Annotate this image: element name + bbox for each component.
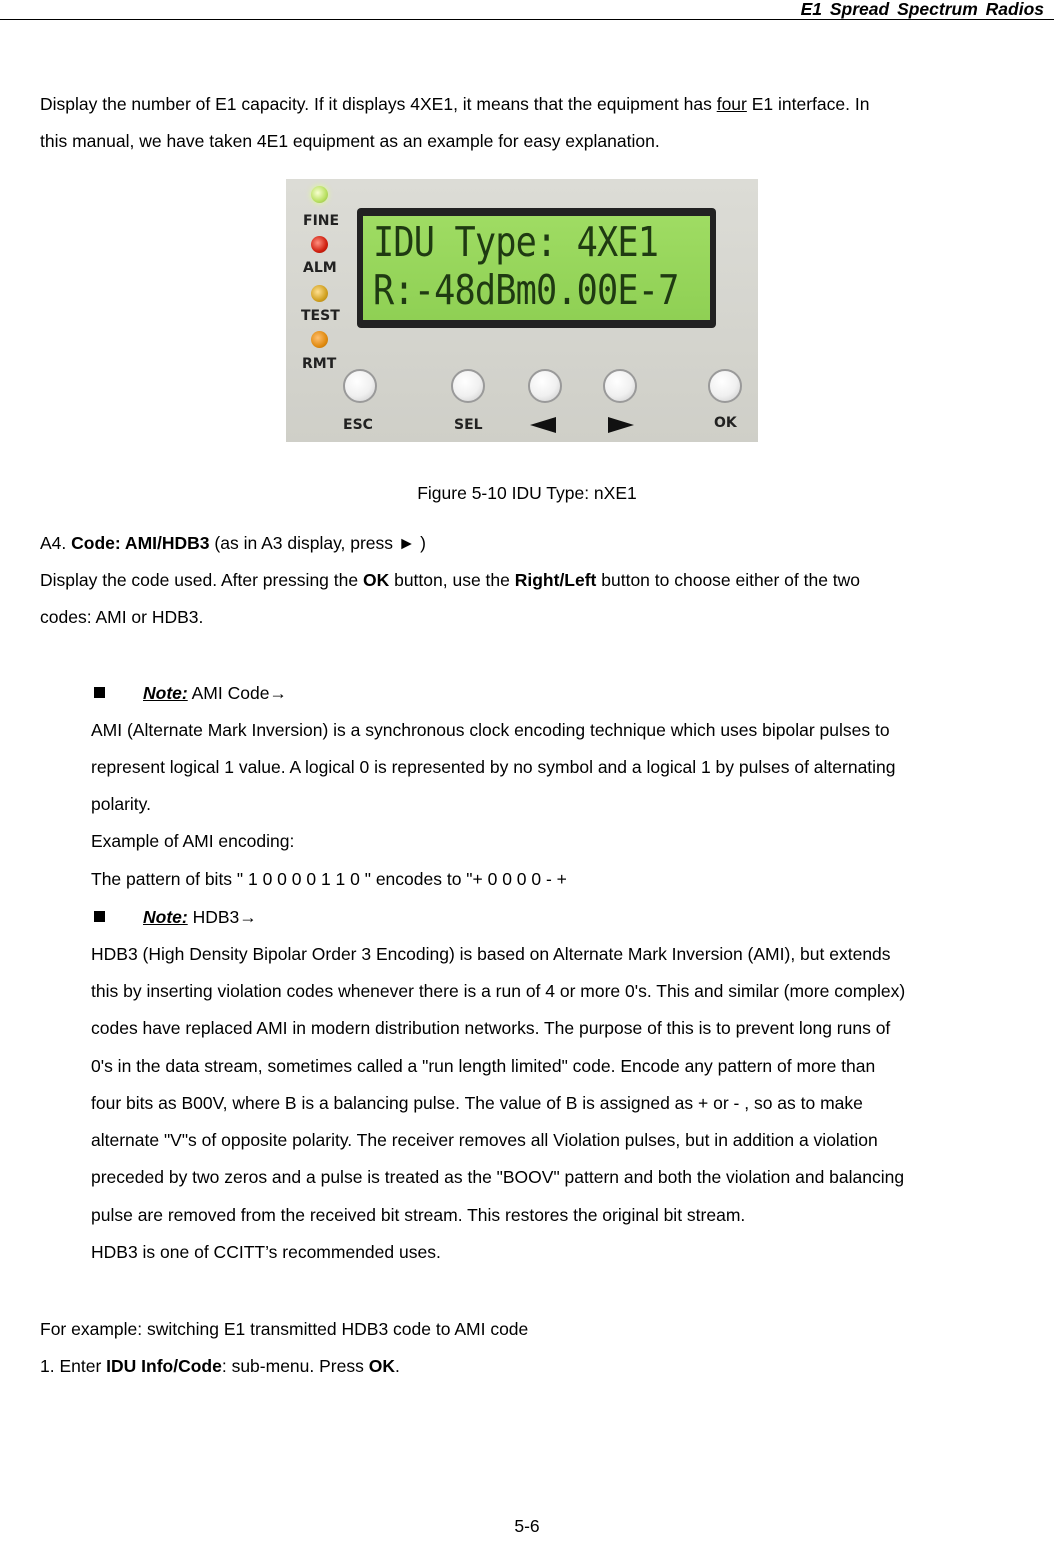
ok-button-icon: [708, 369, 742, 403]
note-hdb3-line: HDB3 is one of CCITT’s recommended uses.: [91, 1242, 441, 1262]
note-hdb3-line: preceded by two zeros and a pulse is treated as the "BOOV" pattern and both the violation and balancing: [91, 1167, 905, 1187]
sel-label: SEL: [454, 417, 483, 433]
intro-line-1: Display the number of E1 capacity. If it displays 4XE1, it means that the equipment has four E1 interface. In: [40, 94, 870, 114]
rmt-led-icon: [311, 331, 328, 348]
test-led-icon: [311, 285, 328, 302]
sel-button-icon: [451, 369, 485, 403]
bullet-square-icon: [94, 687, 105, 698]
note-ami-line: AMI (Alternate Mark Inversion) is a synchronous clock encoding technique which uses bipolar pulses to: [91, 720, 890, 740]
lcd-line-2: R:-48dBm0.00E-7: [373, 266, 679, 314]
figure-caption: Figure 5-10 IDU Type: nXE1: [417, 483, 637, 503]
note-hdb3-line: HDB3 (High Density Bipolar Order 3 Encoding) is based on Alternate Mark Inversion (AMI), but extends: [91, 944, 891, 964]
ok-label: OK: [714, 415, 737, 431]
note-hdb3-line: codes have replaced AMI in modern distribution networks. The purpose of this is to prevent long runs of: [91, 1018, 891, 1038]
header-title: E1 Spread Spectrum Radios: [800, 0, 1044, 19]
page-number: 5-6: [514, 1516, 540, 1536]
left-arrow-icon: [530, 417, 556, 433]
led-label-fine: FINE: [303, 213, 340, 229]
led-label-alm: ALM: [303, 260, 337, 276]
note-hdb3-heading: Note: HDB3→: [143, 907, 257, 927]
a4-line-2: Display the code used. After pressing the OK button, use the Right/Left button to choose either of the two: [40, 570, 861, 590]
example-line-2: 1. Enter IDU Info/Code: sub-menu. Press OK.: [40, 1356, 400, 1376]
lcd-display: [357, 208, 716, 328]
fine-led-icon: [311, 186, 328, 203]
led-label-rmt: RMT: [302, 356, 337, 372]
note-hdb3-line: pulse are removed from the received bit stream. This restores the original bit stream.: [91, 1205, 746, 1225]
note-hdb3-line: four bits as B00V, where B is a balancing pulse. The value of B is assigned as + or - , so as to make: [91, 1093, 863, 1113]
left-button-icon: [528, 369, 562, 403]
note-hdb3-line: 0's in the data stream, sometimes called a "run length limited" code. Encode any pattern of more than: [91, 1056, 876, 1076]
a4-line-3: codes: AMI or HDB3.: [40, 607, 204, 627]
alm-led-icon: [311, 236, 328, 253]
note-ami-line: polarity.: [91, 794, 151, 814]
intro-line-2: this manual, we have taken 4E1 equipment as an example for easy explanation.: [40, 131, 660, 151]
example-line-1: For example: switching E1 transmitted HDB3 code to AMI code: [40, 1319, 529, 1339]
note-ami-heading: Note: AMI Code→: [143, 683, 287, 703]
note-hdb3-line: this by inserting violation codes whenever there is a run of 4 or more 0's. This and similar (more complex): [91, 981, 906, 1001]
lcd-line-1: IDU Type: 4XE1: [373, 218, 659, 266]
right-button-icon: [603, 369, 637, 403]
underlined-four: four: [716, 94, 747, 114]
note-ami-line: The pattern of bits " 1 0 0 0 0 1 1 0 " encodes to "+ 0 0 0 0 - +: [91, 869, 567, 889]
led-label-test: TEST: [301, 308, 340, 324]
note-ami-line: represent logical 1 value. A logical 0 is represented by no symbol and a logical 1 by pulses of alternating: [91, 757, 896, 777]
page-header: [0, 0, 1054, 20]
right-arrow-icon: [608, 417, 634, 433]
note-hdb3-line: alternate "V"s of opposite polarity. The receiver removes all Violation pulses, but in addition a violation: [91, 1130, 878, 1150]
note-ami-line: Example of AMI encoding:: [91, 831, 295, 851]
bullet-square-icon: [94, 911, 105, 922]
a4-heading: A4. Code: AMI/HDB3 (as in A3 display, press ► ): [40, 533, 426, 553]
esc-label: ESC: [343, 417, 373, 433]
esc-button-icon: [343, 369, 377, 403]
idu-front-panel-figure: [286, 179, 758, 442]
